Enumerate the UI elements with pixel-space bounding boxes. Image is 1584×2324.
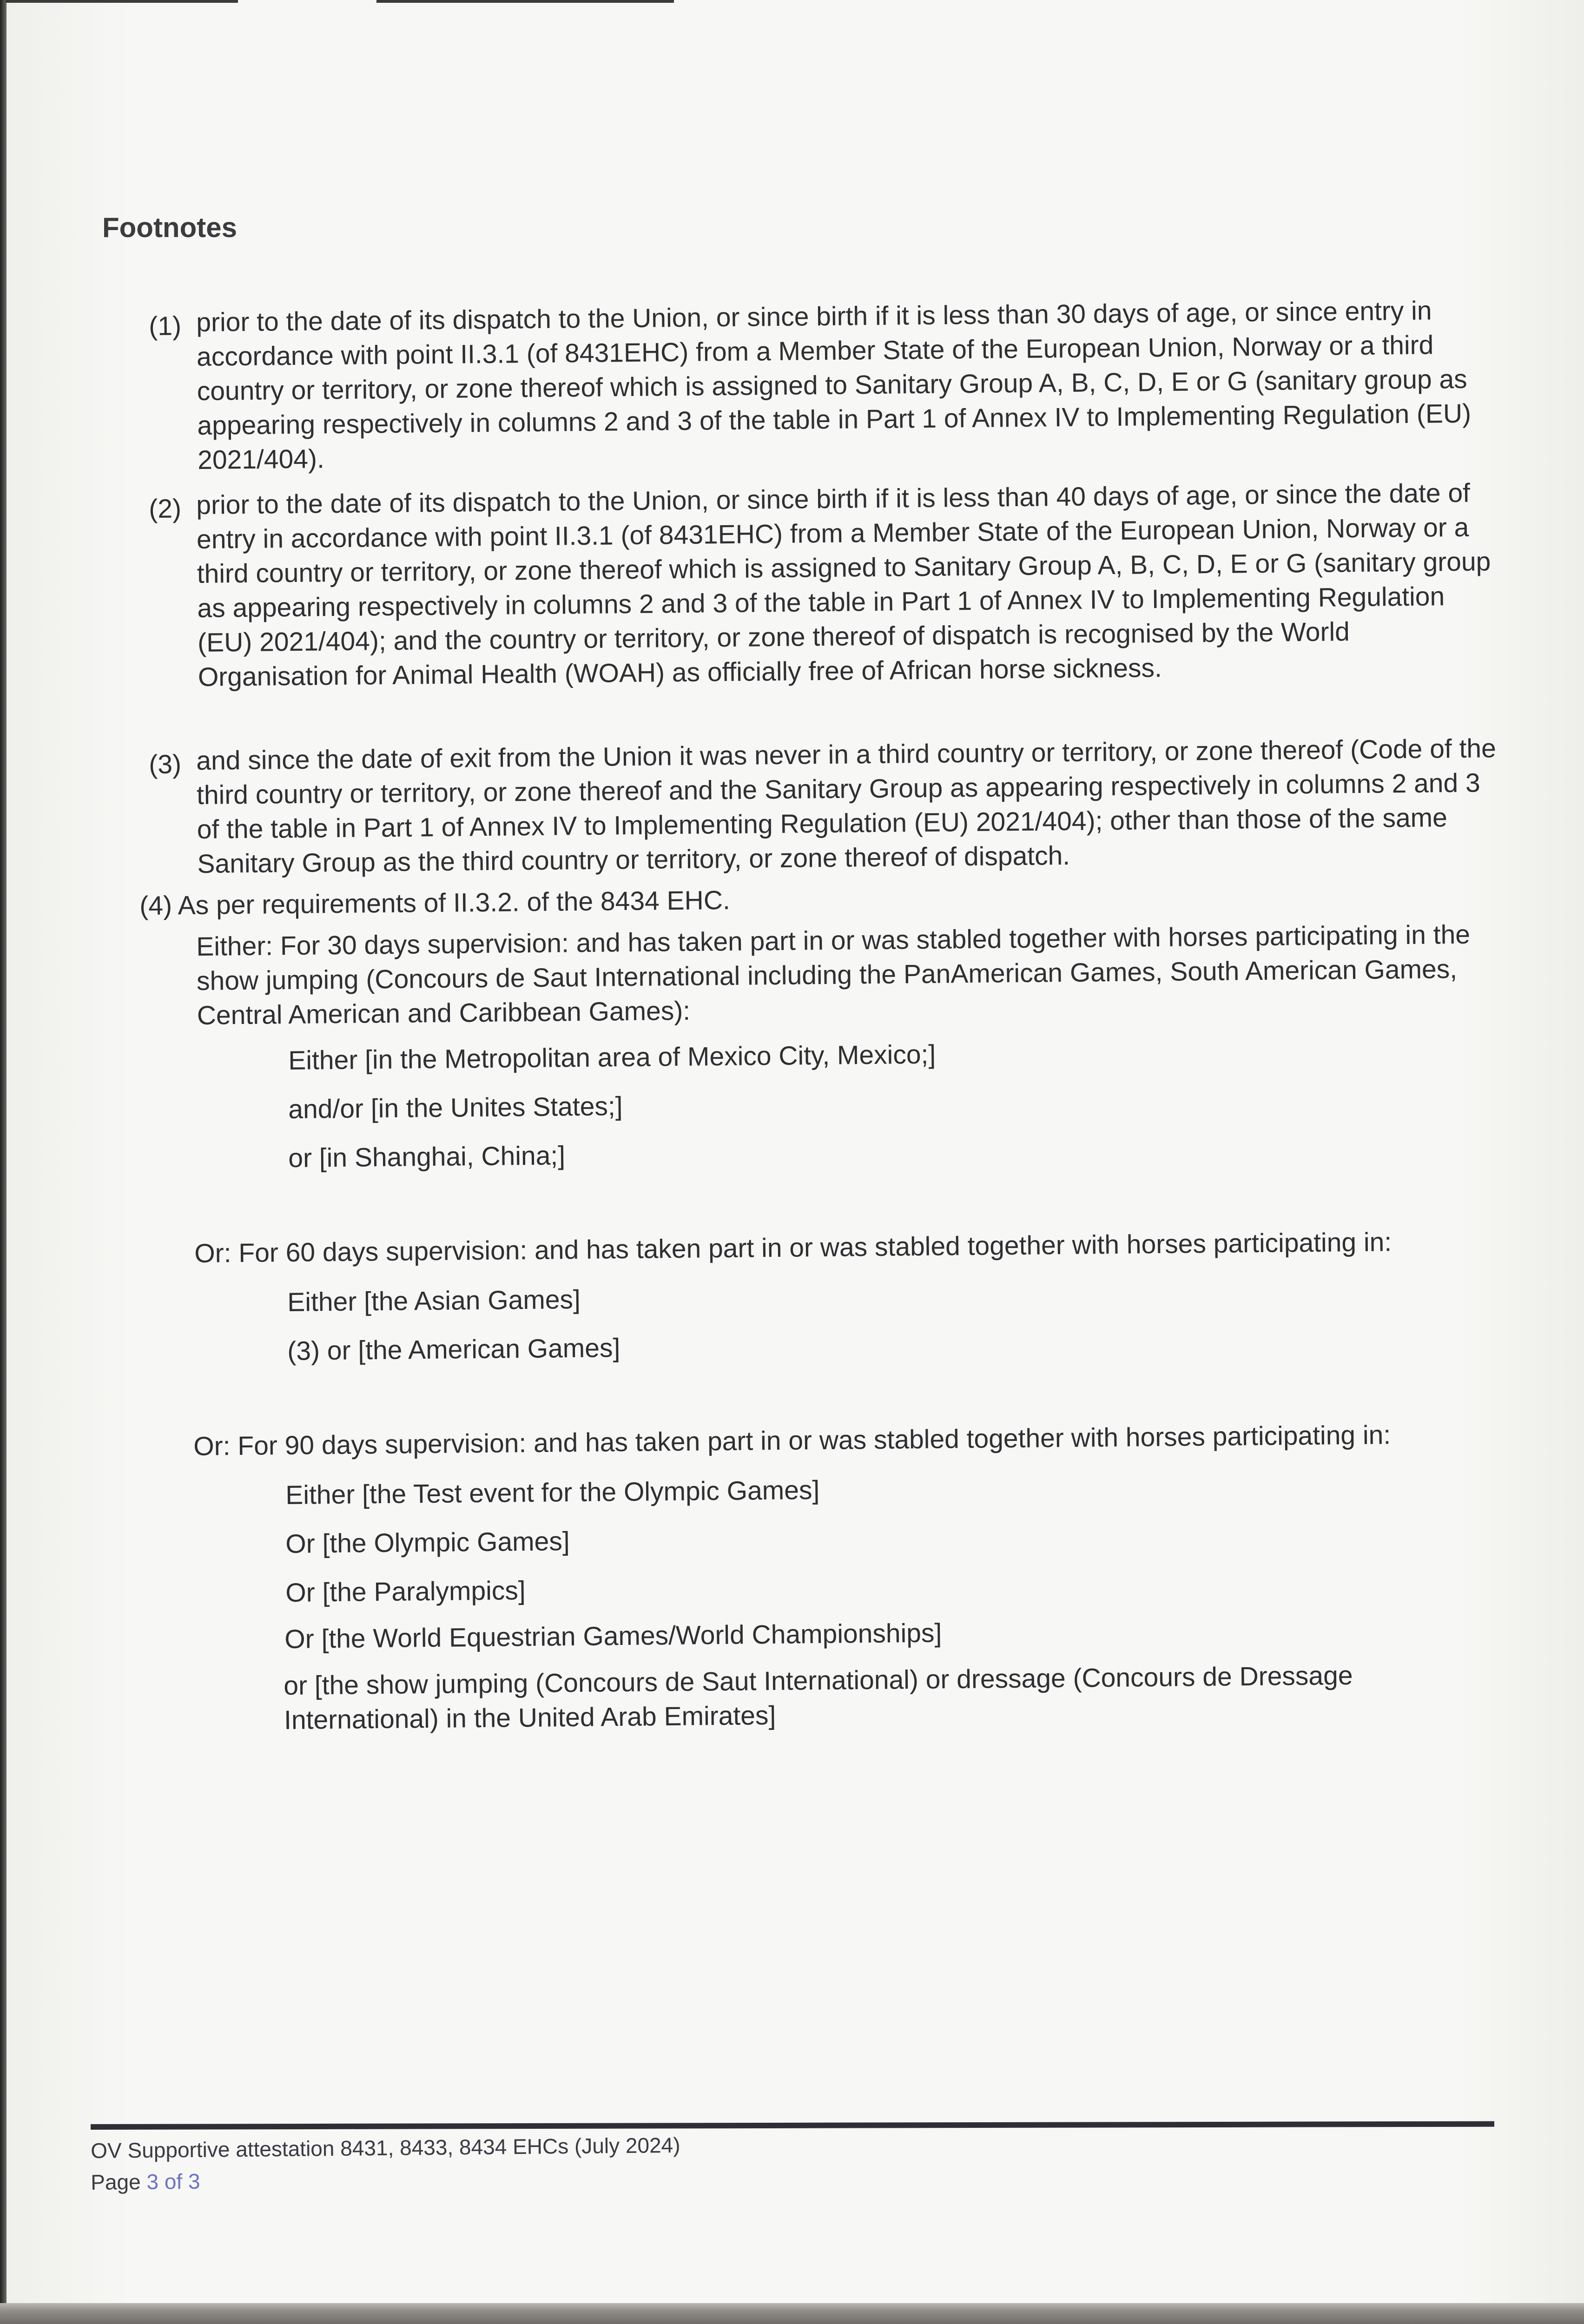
footer-title: OV Supportive attestation 8431, 8433, 8434 EHCs (July 2024): [91, 2133, 680, 2163]
footer-page-label: Page: [91, 2169, 141, 2194]
footnotes-heading: Footnotes: [102, 212, 237, 243]
footnote-2-number: (2): [149, 494, 182, 524]
footnote-4-intro: (4) As per requirements of II.3.2. of the 8434 EHC.: [139, 885, 731, 921]
option-30-item-shanghai: or [in Shanghai, China;]: [288, 1141, 566, 1173]
option-30-days-text: Either: For 30 days supervision: and has taken part in or was stabled together with horses participating in the show jumping (Concours de Saut International including the PanAmerican Games, South American Games, Central American and Caribbean Games):: [196, 919, 1471, 1030]
option-60-item-american-games: (3) or [the American Games]: [287, 1333, 620, 1366]
top-rule-left: [6, 0, 238, 3]
footer-page-total: 3: [188, 2169, 200, 2193]
top-rule-right: [376, 0, 674, 3]
footer-page-number: [91, 2169, 200, 2195]
footnote-1-text: prior to the date of its dispatch to the Union, or since birth if it is less than 30 days of age, or since entry in accordance with point II.3.1 (of 8431EHC) from a Member State of the European Union, Norway or a third country or territory, or zone thereof which is assigned to Sanitary Group A, B, C, D, E or G (sanitary group as appearing respectively in columns 2 and 3 of the table in Part 1 of Annex IV to Implementing Regulation (EU) 2021/404).: [196, 296, 1472, 475]
option-90-days-text: Or: For 90 days supervision: and has taken part in or was stabled together with horses participating in:: [193, 1420, 1391, 1461]
footnote-3-text: and since the date of exit from the Union it was never in a third country or territory, or zone thereof (Code of the third country or territory, or zone thereof and the Sanitary Group as appearing respectively in columns 2 and 3 of the table in Part 1 of Annex IV to Implementing Regulation (EU) 2021/404); other than those of the same Sanitary Group as the third country or territory, or zone thereof of dispatch.: [196, 733, 1497, 879]
option-30-item-united-states: and/or [in the Unites States;]: [288, 1091, 623, 1124]
option-60-days-text: Or: For 60 days supervision: and has taken part in or was stabled together with horses participating in:: [194, 1227, 1392, 1268]
option-90-item-olympic-games: Or [the Olympic Games]: [285, 1526, 570, 1559]
option-90-item-test-event: Either [the Test event for the Olympic Games]: [285, 1475, 820, 1510]
option-30-item-mexico: Either [in the Metropolitan area of Mexico City, Mexico;]: [288, 1039, 936, 1076]
footnote-2-text: prior to the date of its dispatch to the Union, or since birth if it is less than 40 days of age, or since the date of entry in accordance with point II.3.1 (of 8431EHC) from a Member State of the European Union, Norway or a third country or territory, or zone thereof which is assigned to Sanitary Group A, B, C, D, E or G (sanitary group as appearing respectively in columns 2 and 3 of the table in Part 1 of Annex IV to Implementing Regulation (EU) 2021/404); and the country or territory, or zone thereof of dispatch is recognised by the World Organisation for Animal Health (WOAH) as officially free of African horse sickness.: [196, 478, 1491, 692]
option-90-item-uae: or [the show jumping (Concours de Saut International) or dressage (Concours de Dressage International) in the United Arab Emirates]: [284, 1660, 1353, 1735]
page-left-shadow: [0, 0, 7, 2324]
option-90-item-paralympics: Or [the Paralympics]: [285, 1576, 526, 1608]
footer-page-current: 3: [146, 2169, 159, 2194]
footer-page-of: of: [164, 2169, 183, 2194]
option-90-item-world-equestrian-games: Or [the World Equestrian Games/World Championships]: [284, 1618, 942, 1654]
footnote-1-number: (1): [149, 311, 182, 341]
option-60-item-asian-games: Either [the Asian Games]: [287, 1284, 581, 1317]
footnote-3-number: (3): [149, 749, 182, 779]
page-bottom-shadow: [0, 2303, 1584, 2324]
